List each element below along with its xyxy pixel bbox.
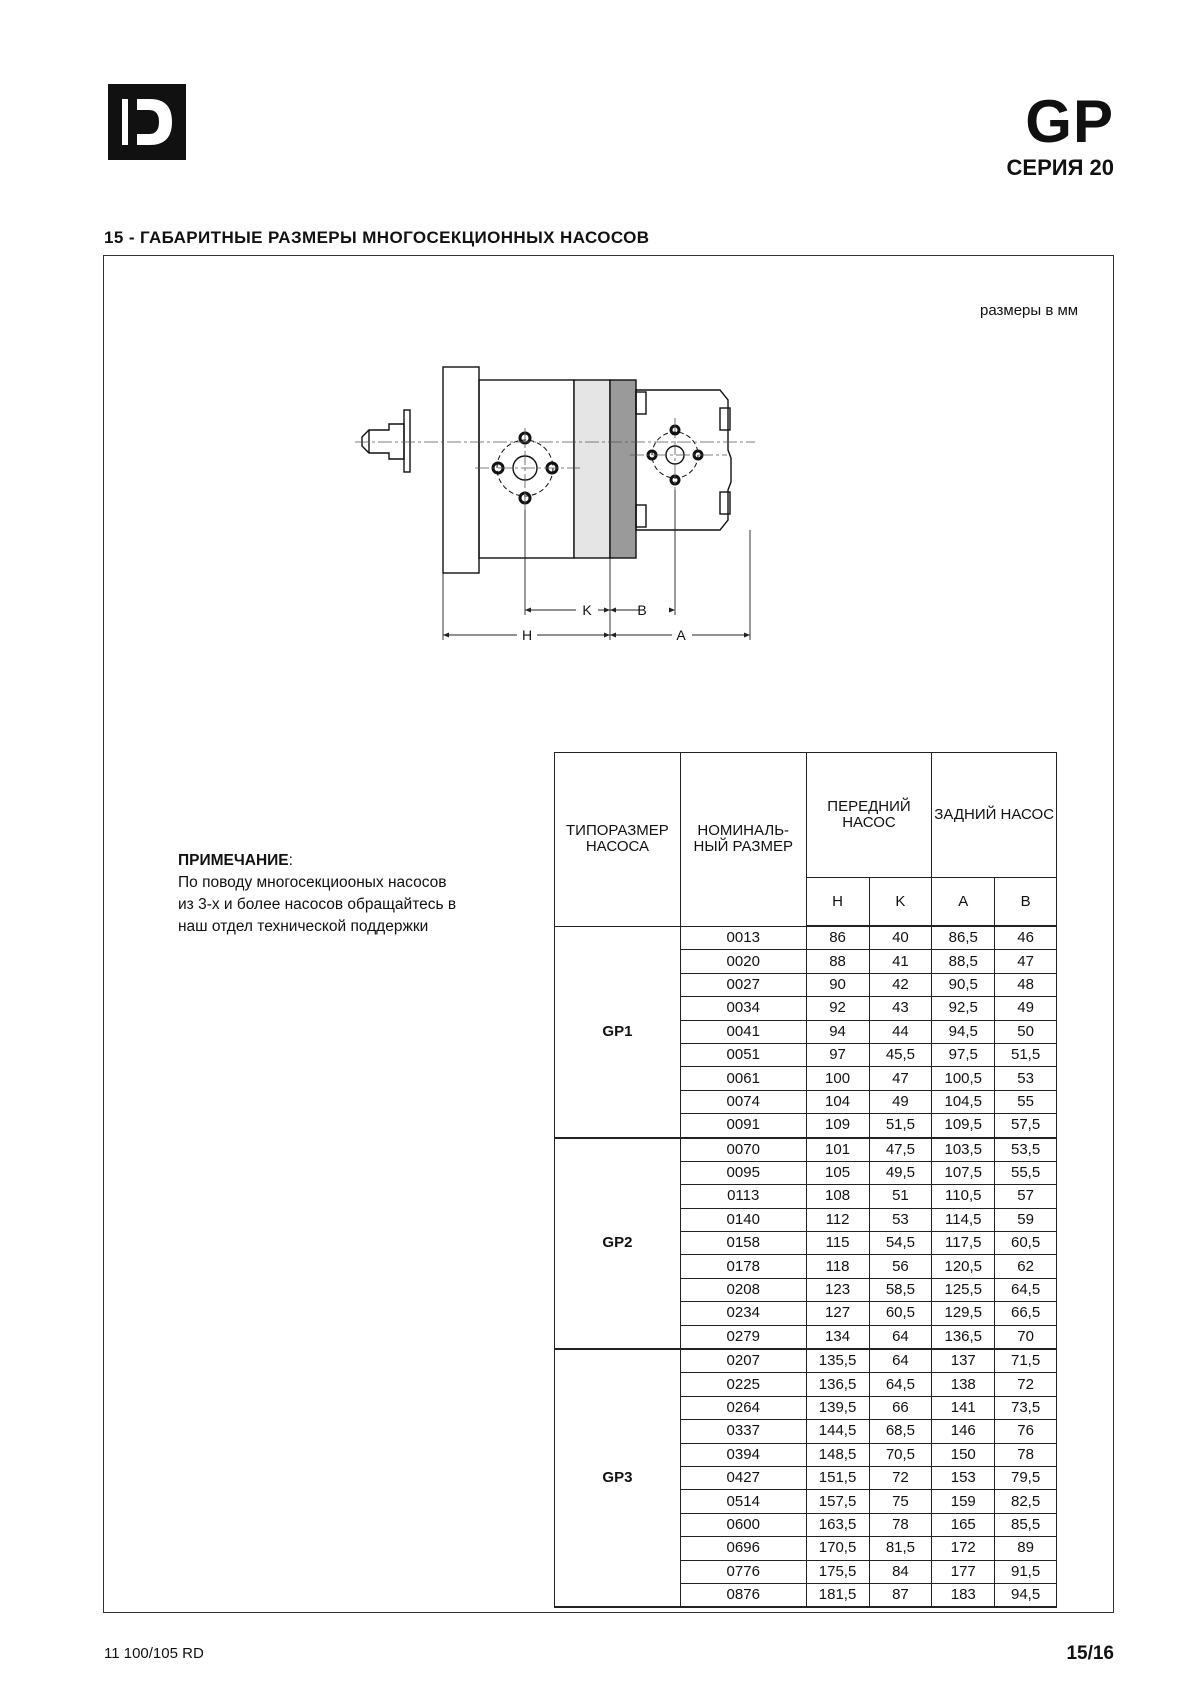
h-cell: 123 [806,1278,869,1301]
h-cell: 104 [806,1090,869,1113]
b-cell: 60,5 [995,1232,1057,1255]
h-cell: 144,5 [806,1420,869,1443]
k-cell: 44 [869,1020,932,1043]
b-cell: 71,5 [995,1349,1057,1373]
b-cell: 94,5 [995,1583,1057,1607]
k-cell: 64 [869,1349,932,1373]
k-cell: 53 [869,1208,932,1231]
nominal-cell: 0034 [680,997,806,1020]
nominal-cell: 0091 [680,1114,806,1138]
nominal-cell: 0113 [680,1185,806,1208]
k-cell: 68,5 [869,1420,932,1443]
k-cell: 49,5 [869,1161,932,1184]
a-cell: 177 [932,1560,995,1583]
nominal-cell: 0394 [680,1443,806,1466]
b-cell: 49 [995,997,1057,1020]
spacer [610,380,636,558]
h-cell: 148,5 [806,1443,869,1466]
k-cell: 51,5 [869,1114,932,1138]
brand-logo [108,84,186,160]
b-cell: 91,5 [995,1560,1057,1583]
k-cell: 51 [869,1185,932,1208]
k-cell: 47 [869,1067,932,1090]
h-cell: 90 [806,973,869,996]
series-subtitle: СЕРИЯ 20 [1006,155,1114,180]
a-cell: 165 [932,1513,995,1536]
nominal-cell: 0051 [680,1043,806,1066]
b-cell: 59 [995,1208,1057,1231]
k-cell: 64 [869,1325,932,1349]
a-cell: 97,5 [932,1043,995,1066]
a-cell: 159 [932,1490,995,1513]
units-note: размеры в мм [980,302,1079,319]
dim-label-a: A [676,627,686,643]
header-a: A [932,878,995,927]
k-cell: 60,5 [869,1302,932,1325]
shaft-outline [362,424,404,459]
pump-drawing [355,360,755,650]
a-cell: 146 [932,1420,995,1443]
nominal-cell: 0158 [680,1232,806,1255]
nominal-cell: 0061 [680,1067,806,1090]
h-cell: 134 [806,1325,869,1349]
b-cell: 78 [995,1443,1057,1466]
nominal-cell: 0095 [680,1161,806,1184]
nominal-cell: 0427 [680,1466,806,1489]
a-cell: 86,5 [932,926,995,950]
dim-label-b: B [637,602,647,618]
k-cell: 58,5 [869,1278,932,1301]
k-cell: 87 [869,1583,932,1607]
k-cell: 41 [869,950,932,973]
k-cell: 75 [869,1490,932,1513]
b-cell: 70 [995,1325,1057,1349]
k-cell: 78 [869,1513,932,1536]
mounting-flange [443,367,479,573]
nominal-cell: 0178 [680,1255,806,1278]
nominal-cell: 0696 [680,1537,806,1560]
b-cell: 82,5 [995,1490,1057,1513]
a-cell: 172 [932,1537,995,1560]
b-cell: 53,5 [995,1138,1057,1162]
table-row [555,926,1057,950]
a-cell: 92,5 [932,997,995,1020]
nominal-cell: 0027 [680,973,806,996]
b-cell: 85,5 [995,1513,1057,1536]
note-title: ПРИМЕЧАНИЕ [178,852,289,869]
b-cell: 51,5 [995,1043,1057,1066]
h-cell: 170,5 [806,1537,869,1560]
h-cell: 105 [806,1161,869,1184]
a-cell: 100,5 [932,1067,995,1090]
table-row [555,1349,1057,1373]
dim-label-k: K [582,602,592,618]
h-cell: 86 [806,926,869,950]
header-k: K [869,878,932,927]
h-cell: 109 [806,1114,869,1138]
k-cell: 56 [869,1255,932,1278]
nominal-cell: 0207 [680,1349,806,1373]
h-cell: 136,5 [806,1373,869,1396]
a-cell: 107,5 [932,1161,995,1184]
b-cell: 53 [995,1067,1057,1090]
k-cell: 49 [869,1090,932,1113]
header-front-pump: ПЕРЕДНИЙ НАСОС [806,753,932,878]
nominal-cell: 0140 [680,1208,806,1231]
b-cell: 79,5 [995,1466,1057,1489]
k-cell: 81,5 [869,1537,932,1560]
h-cell: 94 [806,1020,869,1043]
h-cell: 115 [806,1232,869,1255]
a-cell: 114,5 [932,1208,995,1231]
nominal-cell: 0208 [680,1278,806,1301]
b-cell: 73,5 [995,1396,1057,1419]
h-cell: 97 [806,1043,869,1066]
b-cell: 72 [995,1373,1057,1396]
a-cell: 110,5 [932,1185,995,1208]
b-cell: 48 [995,973,1057,996]
k-cell: 42 [869,973,932,996]
b-cell: 47 [995,950,1057,973]
nominal-cell: 0337 [680,1420,806,1443]
model-cell: GP1 [555,926,681,1138]
intermediate-plate [574,380,610,558]
h-cell: 101 [806,1138,869,1162]
h-cell: 135,5 [806,1349,869,1373]
header-b: B [995,878,1057,927]
a-cell: 137 [932,1349,995,1373]
h-cell: 118 [806,1255,869,1278]
model-cell: GP2 [555,1138,681,1350]
b-cell: 64,5 [995,1278,1057,1301]
b-cell: 89 [995,1537,1057,1560]
b-cell: 50 [995,1020,1057,1043]
section-title: 15 - ГАБАРИТНЫЕ РАЗМЕРЫ МНОГОСЕКЦИОННЫХ НАСОСОВ [104,228,650,247]
h-cell: 157,5 [806,1490,869,1513]
b-cell: 46 [995,926,1057,950]
table-row [555,1138,1057,1162]
dimensions-table [554,752,1057,1608]
note-heading [178,850,518,872]
k-cell: 43 [869,997,932,1020]
a-cell: 103,5 [932,1138,995,1162]
a-cell: 138 [932,1373,995,1396]
nominal-cell: 0776 [680,1560,806,1583]
a-cell: 141 [932,1396,995,1419]
a-cell: 94,5 [932,1020,995,1043]
header-h: H [806,878,869,927]
k-cell: 40 [869,926,932,950]
nominal-cell: 0225 [680,1373,806,1396]
nominal-cell: 0876 [680,1583,806,1607]
b-cell: 55 [995,1090,1057,1113]
header-nominal: НОМИНАЛЬ-НЫЙ РАЗМЕР [680,753,806,927]
page-number: 15/16 [1066,1643,1114,1664]
h-cell: 112 [806,1208,869,1231]
a-cell: 90,5 [932,973,995,996]
a-cell: 183 [932,1583,995,1607]
a-cell: 88,5 [932,950,995,973]
k-cell: 84 [869,1560,932,1583]
k-cell: 45,5 [869,1043,932,1066]
h-cell: 127 [806,1302,869,1325]
b-cell: 55,5 [995,1161,1057,1184]
a-cell: 120,5 [932,1255,995,1278]
h-cell: 181,5 [806,1583,869,1607]
nominal-cell: 0070 [680,1138,806,1162]
h-cell: 92 [806,997,869,1020]
h-cell: 139,5 [806,1396,869,1419]
a-cell: 150 [932,1443,995,1466]
k-cell: 70,5 [869,1443,932,1466]
nominal-cell: 0264 [680,1396,806,1419]
h-cell: 108 [806,1185,869,1208]
k-cell: 47,5 [869,1138,932,1162]
k-cell: 72 [869,1466,932,1489]
a-cell: 125,5 [932,1278,995,1301]
document-code: 11 100/105 RD [104,1645,204,1662]
b-cell: 76 [995,1420,1057,1443]
h-cell: 100 [806,1067,869,1090]
nominal-cell: 0041 [680,1020,806,1043]
table-body [555,926,1057,1607]
a-cell: 153 [932,1466,995,1489]
model-cell: GP3 [555,1349,681,1607]
note-title-suffix: : [288,852,293,869]
dim-label-h: H [521,627,533,643]
k-cell: 54,5 [869,1232,932,1255]
b-cell: 57,5 [995,1114,1057,1138]
nominal-cell: 0514 [680,1490,806,1513]
a-cell: 136,5 [932,1325,995,1349]
k-cell: 66 [869,1396,932,1419]
note-block [178,850,518,938]
k-cell: 64,5 [869,1373,932,1396]
header-rear-pump: ЗАДНИЙ НАСОС [932,753,1057,878]
nominal-cell: 0234 [680,1302,806,1325]
h-cell: 163,5 [806,1513,869,1536]
h-cell: 88 [806,950,869,973]
h-cell: 151,5 [806,1466,869,1489]
nominal-cell: 0020 [680,950,806,973]
header-model: ТИПОРАЗМЕР НАСОСА [555,753,681,927]
h-cell: 175,5 [806,1560,869,1583]
nominal-cell: 0279 [680,1325,806,1349]
series-code: GP [1025,88,1114,155]
b-cell: 66,5 [995,1302,1057,1325]
a-cell: 104,5 [932,1090,995,1113]
b-cell: 62 [995,1255,1057,1278]
note-text: По поводу многосекциооных насосов из 3-х и более насосов обращайтесь в наш отдел технической поддержки [178,874,457,935]
nominal-cell: 0600 [680,1513,806,1536]
a-cell: 117,5 [932,1232,995,1255]
nominal-cell: 0013 [680,926,806,950]
nominal-cell: 0074 [680,1090,806,1113]
a-cell: 129,5 [932,1302,995,1325]
a-cell: 109,5 [932,1114,995,1138]
b-cell: 57 [995,1185,1057,1208]
